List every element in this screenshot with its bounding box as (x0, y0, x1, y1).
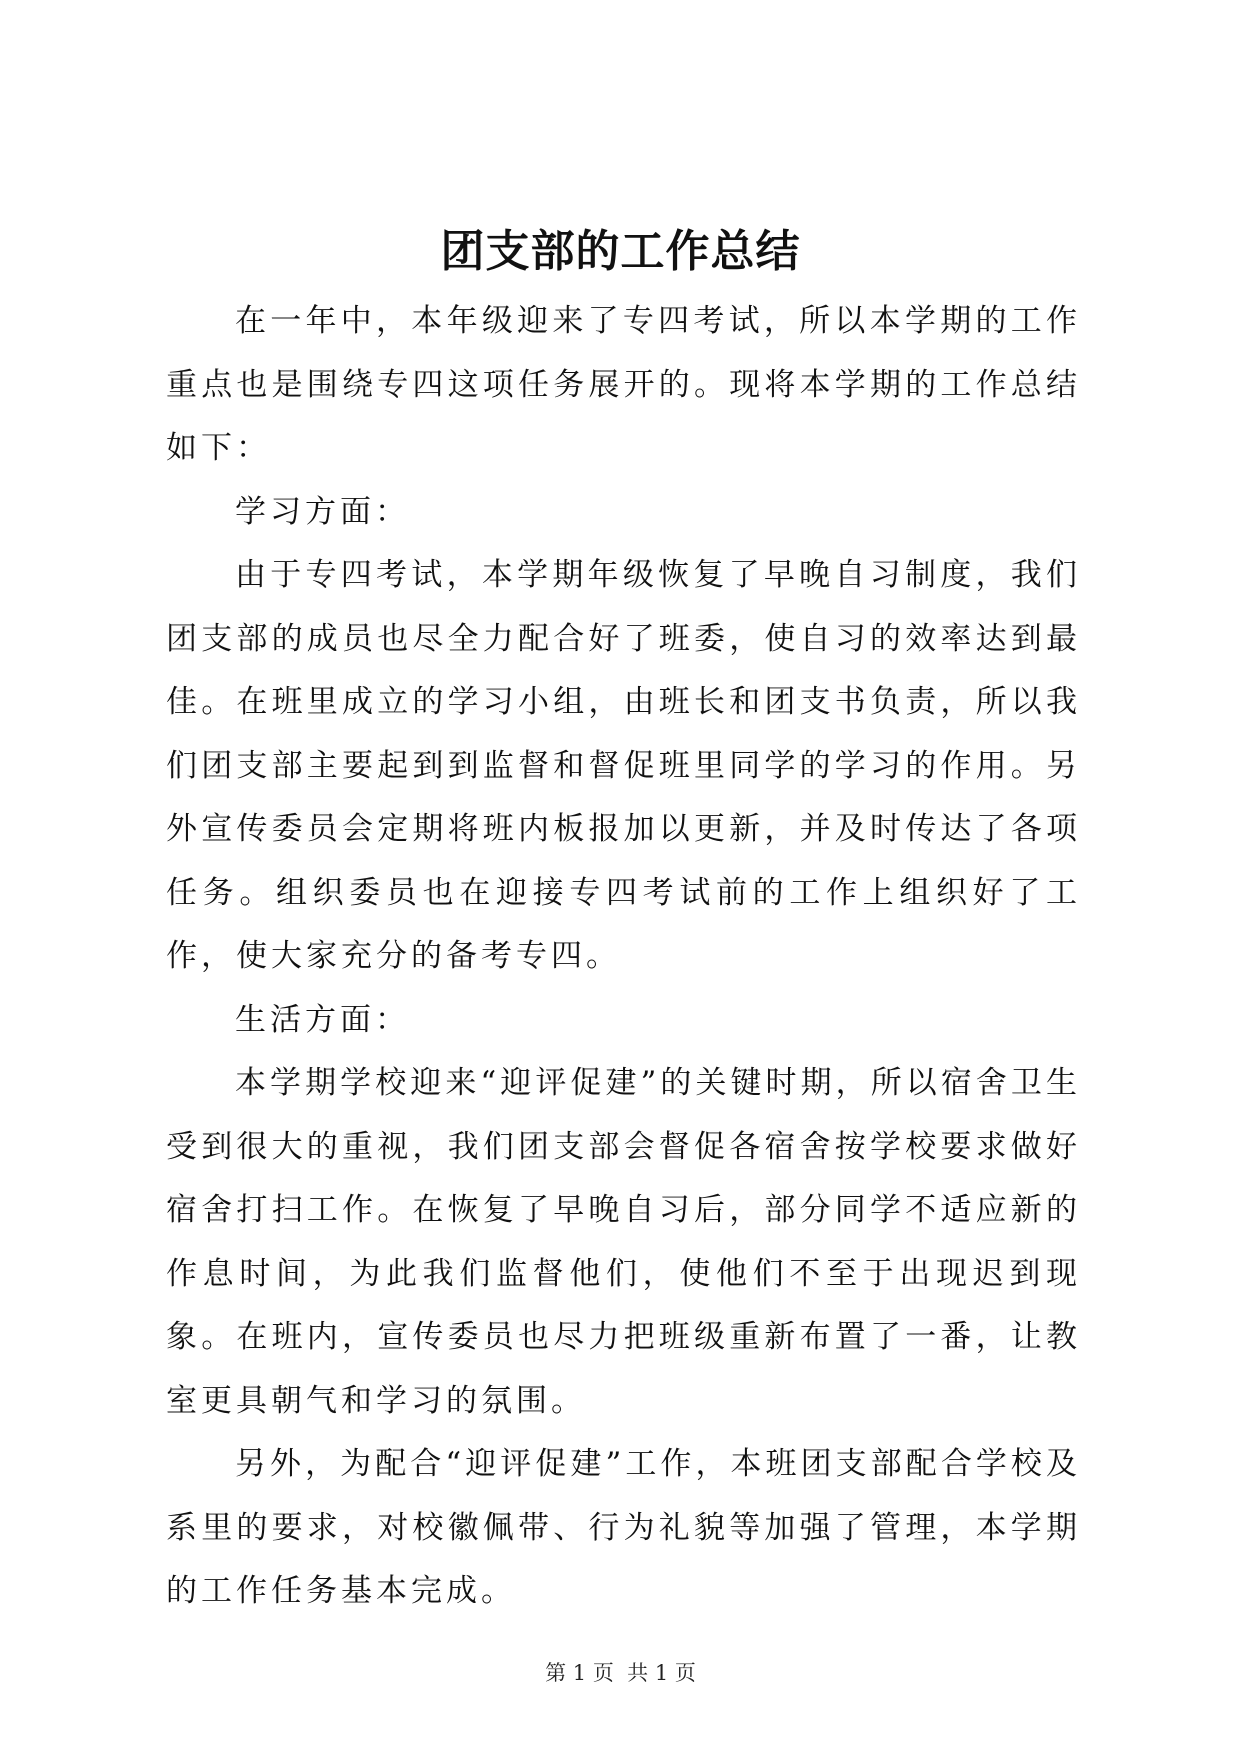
paragraph-study: 由于专四考试，本学期年级恢复了早晚自习制度，我们团支部的成员也尽全力配合好了班委，使自习的效率达到最佳。在班里成立的学习小组，由班长和团支书负责，所以我们团支部主要起到到监督和督促班里同学的学习的作用。另外宣传委员会定期将班内板报加以更新，并及时传达了各项任务。组织委员也在迎接专四考试前的工作上组织好了工作，使大家充分的备考专四。 (166, 557, 1081, 974)
heading-study: 学习方面： (235, 493, 410, 530)
paragraph-conclusion: 另外，为配合“迎评促建”工作，本班团支部配合学校及系里的要求，对校徽佩带、行为礼貌等加强了管理，本学期的工作任务基本完成。 (166, 1446, 1081, 1609)
paragraph-life: 本学期学校迎来“迎评促建”的关键时期，所以宿舍卫生受到很大的重视，我们团支部会督促各宿舍按学校要求做好宿舍打扫工作。在恢复了早晚自习后，部分同学不适应新的作息时间，为此我们监督他们，使他们不至于出现迟到现象。在班内，宣传委员也尽力把班级重新布置了一番，让教室更具朝气和学习的氛围。 (166, 1065, 1081, 1419)
page-number: 第 1 页 共 1 页 (545, 1661, 696, 1685)
document-body (166, 290, 1081, 1624)
paragraph-intro: 在一年中，本年级迎来了专四考试，所以本学期的工作重点也是围绕专四这项任务展开的。现将本学期的工作总结如下： (166, 303, 1081, 466)
page-footer (0, 1658, 1241, 1688)
document-title: 团支部的工作总结 (440, 226, 801, 277)
heading-life: 生活方面： (235, 1001, 410, 1038)
